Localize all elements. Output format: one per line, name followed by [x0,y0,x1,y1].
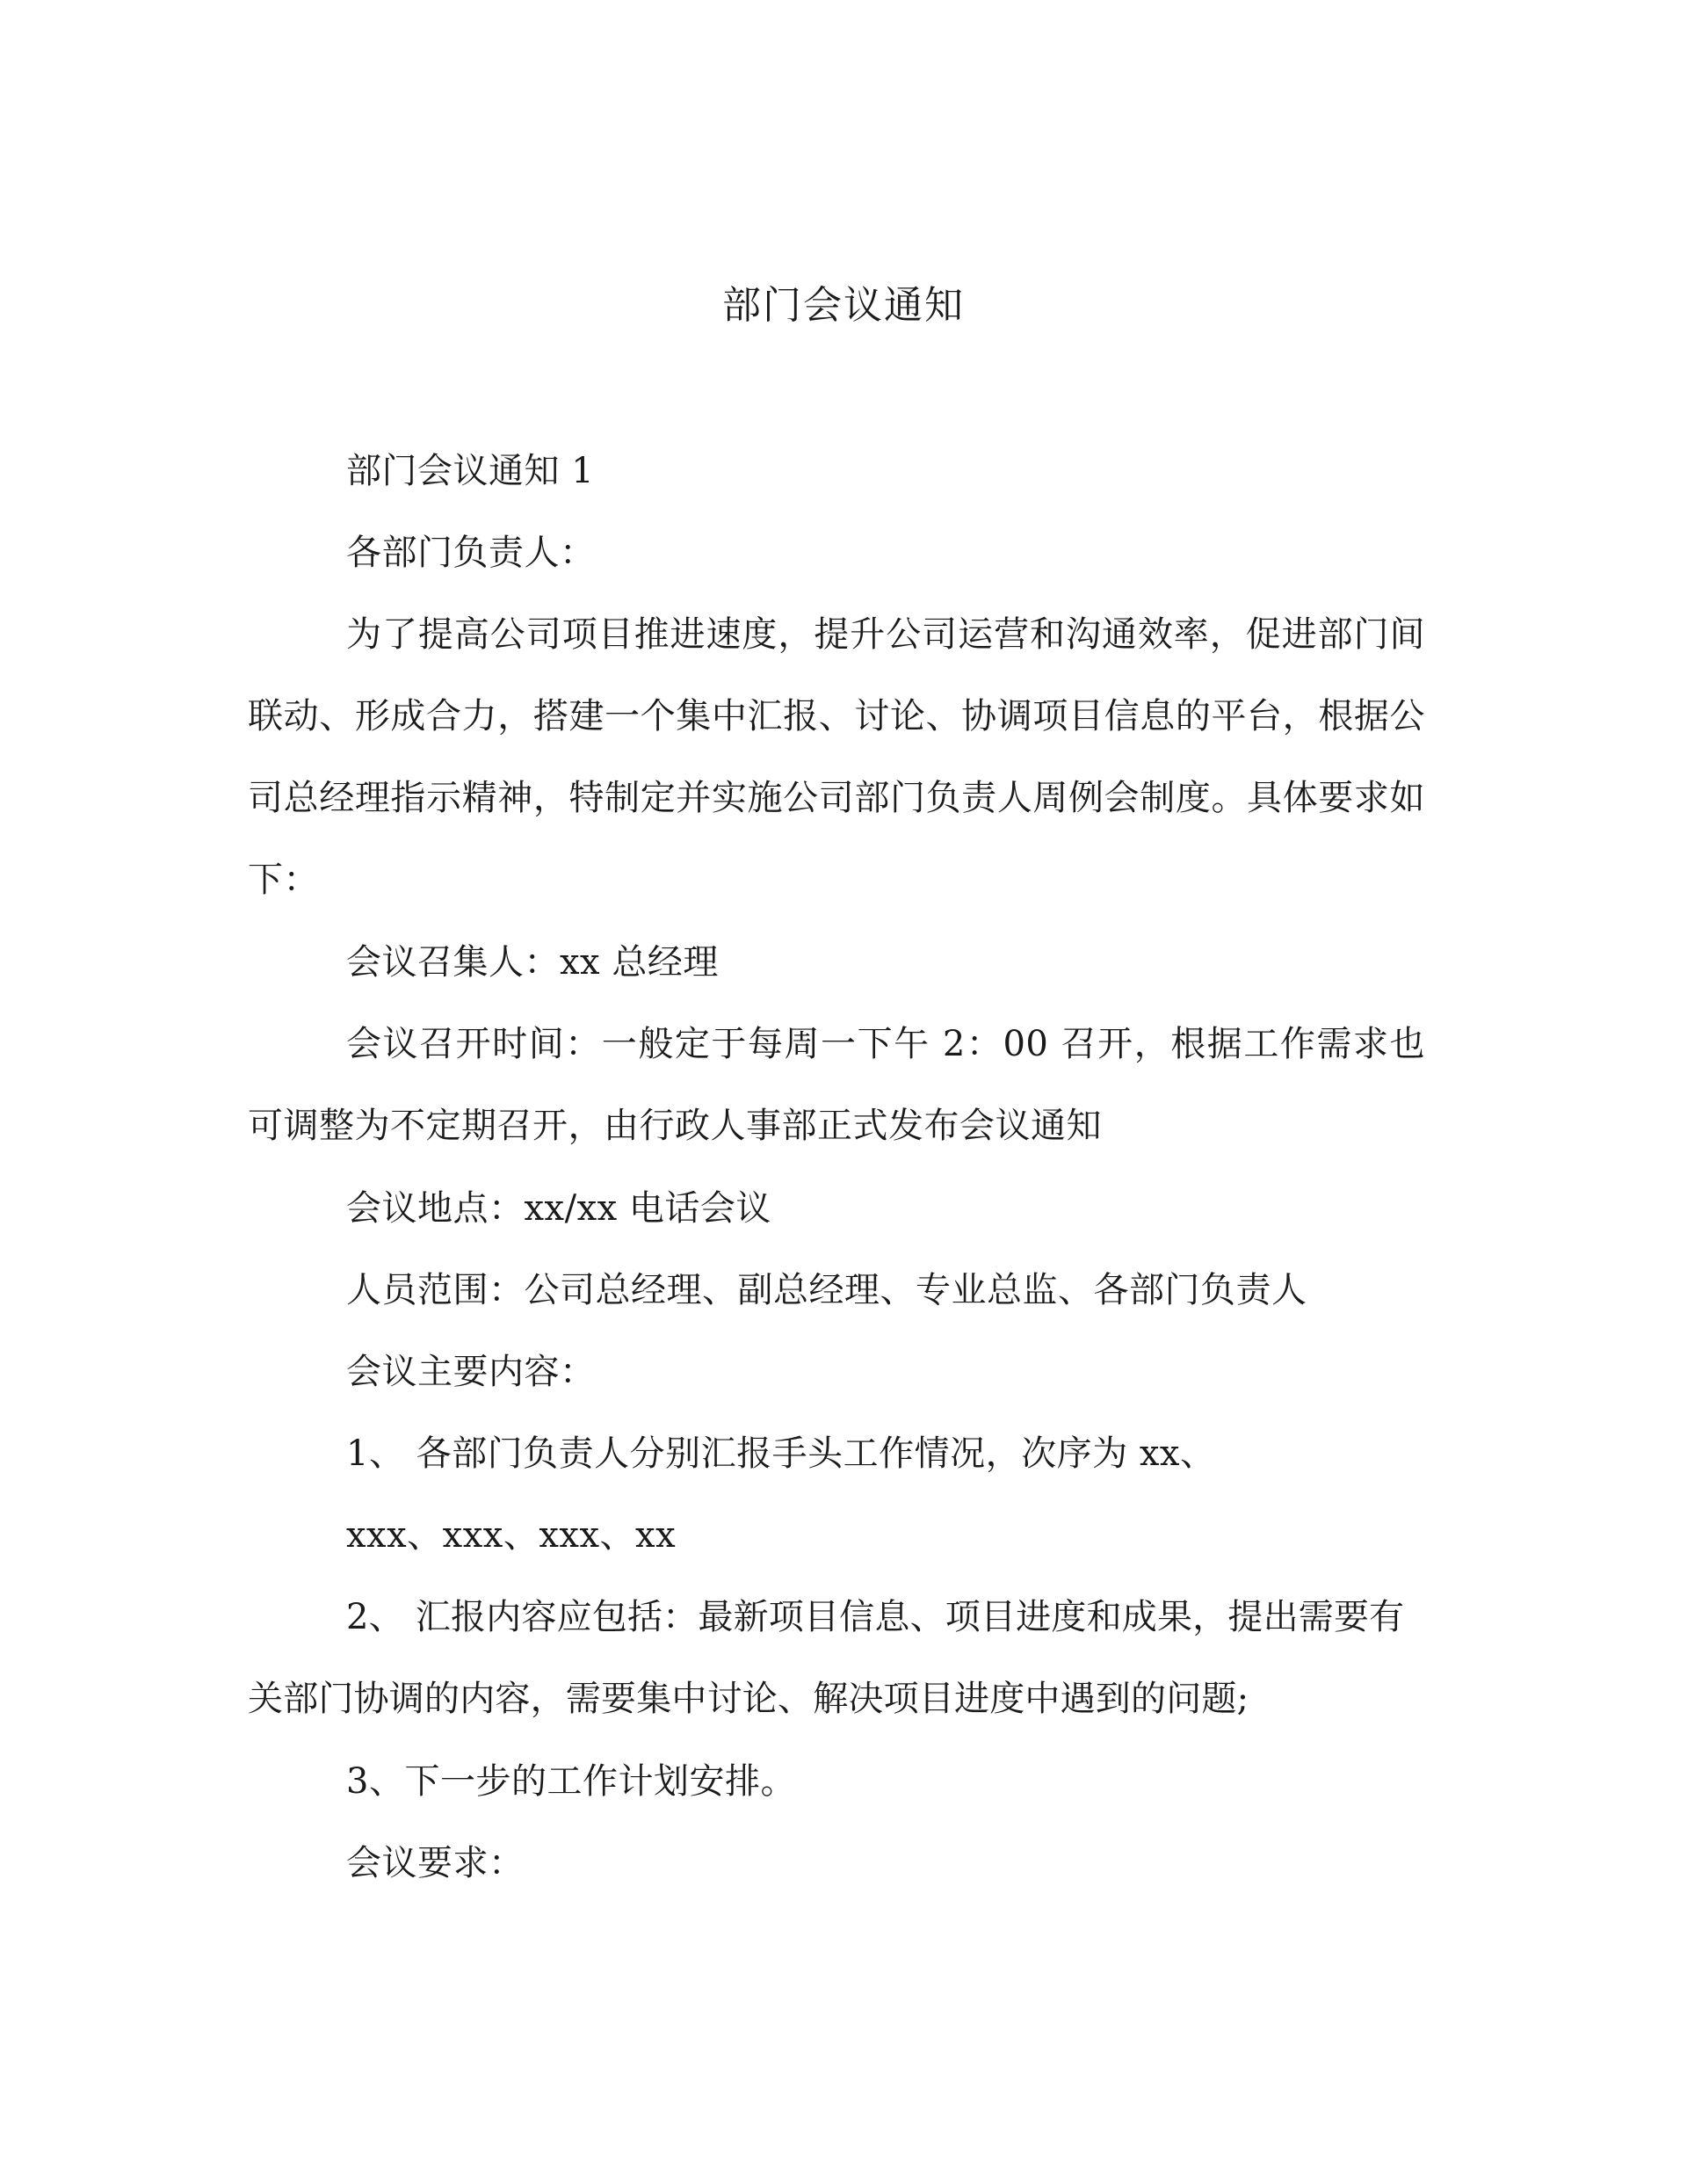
meeting-location-line: 会议地点：xx/xx 电话会议 [346,1188,771,1229]
attendees-line: 人员范围：公司总经理、副总经理、专业总监、各部门负责人 [346,1270,1307,1310]
notice-number-heading: 部门会议通知 1 [346,451,595,491]
content-item-1-continued: xxx、xxx、xxx、xx [346,1515,677,1556]
content-item-3: 3、下一步的工作计划安排。 [346,1761,796,1802]
content-item-2: 2、 汇报内容应包括：最新项目信息、项目进度和成果，提出需要有关部门协调的内容，需要集中讨论、解决项目进度中遇到的问题; [248,1597,1405,1719]
salutation: 各部门负责人： [346,533,596,573]
meeting-time-paragraph: 会议召开时间：一般定于每周一下午 2：00 召开，根据工作需求也可调整为不定期召开，由行政人事部正式发布会议通知 [248,1024,1425,1146]
main-content-heading: 会议主要内容： [346,1352,596,1392]
page-title: 部门会议通知 [722,283,965,328]
meeting-requirements-heading: 会议要求： [346,1843,525,1883]
intro-paragraph: 为了提高公司项目推进速度，提升公司运营和沟通效率，促进部门间联动、形成合力，搭建一个集中汇报、讨论、协调项目信息的平台，根据公司总经理指示精神，特制定并实施公司部门负责人周例会制度。具体要求如下： [248,614,1425,900]
content-item-1: 1、 各部门负责人分别汇报手头工作情况，次序为 xx、 [346,1433,1216,1474]
convener-line: 会议召集人：xx 总经理 [346,942,719,983]
